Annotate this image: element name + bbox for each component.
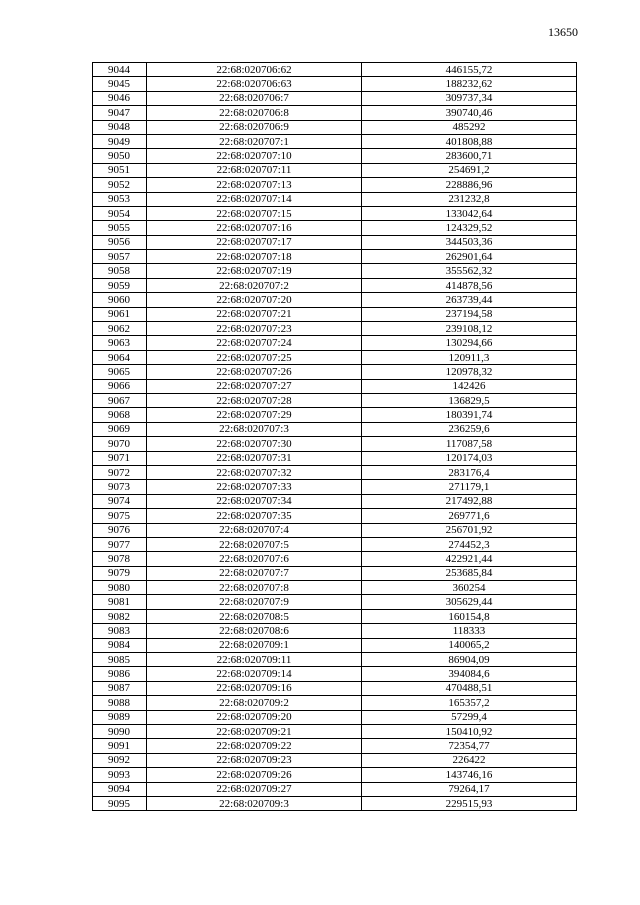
table-row — [93, 163, 577, 177]
table-row — [93, 120, 577, 134]
cadastral-number-cell: 22:68:020707:7 — [147, 566, 362, 580]
row-number-cell: 9073 — [93, 480, 147, 494]
cadastral-number-cell: 22:68:020707:26 — [147, 365, 362, 379]
cadastral-number-cell: 22:68:020707:9 — [147, 595, 362, 609]
value-cell: 355562,32 — [362, 264, 577, 278]
value-cell: 446155,72 — [362, 63, 577, 77]
value-cell: 344503,36 — [362, 235, 577, 249]
cadastral-number-cell: 22:68:020708:5 — [147, 609, 362, 623]
value-cell: 229515,93 — [362, 796, 577, 810]
value-cell: 231232,8 — [362, 192, 577, 206]
cadastral-number-cell: 22:68:020707:34 — [147, 494, 362, 508]
cadastral-number-cell: 22:68:020707:32 — [147, 465, 362, 479]
row-number-cell: 9081 — [93, 595, 147, 609]
value-cell: 120978,32 — [362, 365, 577, 379]
value-cell: 414878,56 — [362, 278, 577, 292]
table-row — [93, 264, 577, 278]
cadastral-number-cell: 22:68:020707:19 — [147, 264, 362, 278]
row-number-cell: 9083 — [93, 624, 147, 638]
row-number-cell: 9053 — [93, 192, 147, 206]
cadastral-number-cell: 22:68:020709:11 — [147, 653, 362, 667]
table-row — [93, 552, 577, 566]
table-row — [93, 221, 577, 235]
cadastral-number-cell: 22:68:020707:24 — [147, 336, 362, 350]
table-row — [93, 206, 577, 220]
table-row — [93, 566, 577, 580]
row-number-cell: 9095 — [93, 796, 147, 810]
value-cell: 117087,58 — [362, 437, 577, 451]
table-row — [93, 609, 577, 623]
value-cell: 283176,4 — [362, 465, 577, 479]
value-cell: 217492,88 — [362, 494, 577, 508]
cadastral-number-cell: 22:68:020709:22 — [147, 739, 362, 753]
cadastral-number-cell: 22:68:020707:31 — [147, 451, 362, 465]
cadastral-number-cell: 22:68:020706:9 — [147, 120, 362, 134]
row-number-cell: 9051 — [93, 163, 147, 177]
table-row — [93, 523, 577, 537]
cadastral-number-cell: 22:68:020707:23 — [147, 322, 362, 336]
cadastral-number-cell: 22:68:020709:20 — [147, 710, 362, 724]
value-cell: 239108,12 — [362, 322, 577, 336]
value-cell: 160154,8 — [362, 609, 577, 623]
row-number-cell: 9075 — [93, 509, 147, 523]
table-row — [93, 322, 577, 336]
row-number-cell: 9079 — [93, 566, 147, 580]
row-number-cell: 9074 — [93, 494, 147, 508]
table-row — [93, 624, 577, 638]
row-number-cell: 9070 — [93, 437, 147, 451]
cadastral-number-cell: 22:68:020707:35 — [147, 509, 362, 523]
value-cell: 150410,92 — [362, 724, 577, 738]
value-cell: 394084,6 — [362, 667, 577, 681]
cadastral-number-cell: 22:68:020709:14 — [147, 667, 362, 681]
value-cell: 228886,96 — [362, 178, 577, 192]
row-number-cell: 9089 — [93, 710, 147, 724]
value-cell: 262901,64 — [362, 250, 577, 264]
cadastral-number-cell: 22:68:020707:15 — [147, 206, 362, 220]
cadastral-number-cell: 22:68:020706:62 — [147, 63, 362, 77]
row-number-cell: 9090 — [93, 724, 147, 738]
value-cell: 390740,46 — [362, 106, 577, 120]
table-row — [93, 422, 577, 436]
table-row — [93, 149, 577, 163]
row-number-cell: 9078 — [93, 552, 147, 566]
table-row — [93, 710, 577, 724]
row-number-cell: 9085 — [93, 653, 147, 667]
row-number-cell: 9054 — [93, 206, 147, 220]
table-row — [93, 509, 577, 523]
value-cell: 485292 — [362, 120, 577, 134]
table-row — [93, 653, 577, 667]
row-number-cell: 9052 — [93, 178, 147, 192]
row-number-cell: 9071 — [93, 451, 147, 465]
row-number-cell: 9068 — [93, 408, 147, 422]
value-cell: 305629,44 — [362, 595, 577, 609]
cadastral-number-cell: 22:68:020707:6 — [147, 552, 362, 566]
cadastral-number-cell: 22:68:020707:8 — [147, 581, 362, 595]
table-row — [93, 250, 577, 264]
table-row — [93, 753, 577, 767]
table-row — [93, 393, 577, 407]
cadastral-number-cell: 22:68:020707:16 — [147, 221, 362, 235]
table-row — [93, 696, 577, 710]
cadastral-number-cell: 22:68:020707:29 — [147, 408, 362, 422]
value-cell: 142426 — [362, 379, 577, 393]
row-number-cell: 9076 — [93, 523, 147, 537]
table-row — [93, 480, 577, 494]
row-number-cell: 9066 — [93, 379, 147, 393]
value-cell: 236259,6 — [362, 422, 577, 436]
row-number-cell: 9072 — [93, 465, 147, 479]
table-row — [93, 408, 577, 422]
cadastral-number-cell: 22:68:020707:21 — [147, 307, 362, 321]
value-cell: 401808,88 — [362, 134, 577, 148]
table-row — [93, 77, 577, 91]
cadastral-number-cell: 22:68:020709:21 — [147, 724, 362, 738]
cadastral-number-cell: 22:68:020709:3 — [147, 796, 362, 810]
row-number-cell: 9065 — [93, 365, 147, 379]
table-row — [93, 365, 577, 379]
value-cell: 274452,3 — [362, 537, 577, 551]
value-cell: 263739,44 — [362, 293, 577, 307]
table-body — [93, 63, 577, 811]
table-row — [93, 451, 577, 465]
cadastral-number-cell: 22:68:020707:33 — [147, 480, 362, 494]
cadastral-number-cell: 22:68:020708:6 — [147, 624, 362, 638]
value-cell: 360254 — [362, 581, 577, 595]
row-number-cell: 9058 — [93, 264, 147, 278]
row-number-cell: 9047 — [93, 106, 147, 120]
value-cell: 180391,74 — [362, 408, 577, 422]
value-cell: 143746,16 — [362, 768, 577, 782]
cadastral-value-table — [92, 62, 577, 811]
cadastral-number-cell: 22:68:020707:17 — [147, 235, 362, 249]
cadastral-number-cell: 22:68:020709:1 — [147, 638, 362, 652]
cadastral-number-cell: 22:68:020707:11 — [147, 163, 362, 177]
table-row — [93, 350, 577, 364]
cadastral-number-cell: 22:68:020707:27 — [147, 379, 362, 393]
table-row — [93, 494, 577, 508]
table-row — [93, 178, 577, 192]
cadastral-number-cell: 22:68:020707:2 — [147, 278, 362, 292]
value-cell: 237194,58 — [362, 307, 577, 321]
value-cell: 470488,51 — [362, 681, 577, 695]
table-row — [93, 465, 577, 479]
cadastral-number-cell: 22:68:020706:8 — [147, 106, 362, 120]
cadastral-number-cell: 22:68:020707:5 — [147, 537, 362, 551]
row-number-cell: 9059 — [93, 278, 147, 292]
value-cell: 253685,84 — [362, 566, 577, 580]
row-number-cell: 9046 — [93, 91, 147, 105]
table-row — [93, 106, 577, 120]
table-row — [93, 667, 577, 681]
table-row — [93, 63, 577, 77]
table-row — [93, 91, 577, 105]
cadastral-number-cell: 22:68:020706:63 — [147, 77, 362, 91]
row-number-cell: 9044 — [93, 63, 147, 77]
cadastral-number-cell: 22:68:020709:27 — [147, 782, 362, 796]
row-number-cell: 9063 — [93, 336, 147, 350]
value-cell: 165357,2 — [362, 696, 577, 710]
table-row — [93, 581, 577, 595]
table-row — [93, 307, 577, 321]
cadastral-number-cell: 22:68:020707:30 — [147, 437, 362, 451]
table-row — [93, 192, 577, 206]
row-number-cell: 9091 — [93, 739, 147, 753]
row-number-cell: 9049 — [93, 134, 147, 148]
table-row — [93, 796, 577, 810]
value-cell: 226422 — [362, 753, 577, 767]
row-number-cell: 9082 — [93, 609, 147, 623]
value-cell: 283600,71 — [362, 149, 577, 163]
table-row — [93, 638, 577, 652]
value-cell: 422921,44 — [362, 552, 577, 566]
cadastral-number-cell: 22:68:020707:25 — [147, 350, 362, 364]
row-number-cell: 9088 — [93, 696, 147, 710]
row-number-cell: 9092 — [93, 753, 147, 767]
value-cell: 72354,77 — [362, 739, 577, 753]
cadastral-number-cell: 22:68:020707:3 — [147, 422, 362, 436]
value-cell: 118333 — [362, 624, 577, 638]
value-cell: 271179,1 — [362, 480, 577, 494]
cadastral-number-cell: 22:68:020707:20 — [147, 293, 362, 307]
cadastral-number-cell: 22:68:020709:16 — [147, 681, 362, 695]
value-cell: 309737,34 — [362, 91, 577, 105]
value-cell: 133042,64 — [362, 206, 577, 220]
row-number-cell: 9055 — [93, 221, 147, 235]
row-number-cell: 9069 — [93, 422, 147, 436]
row-number-cell: 9056 — [93, 235, 147, 249]
row-number-cell: 9067 — [93, 393, 147, 407]
value-cell: 188232,62 — [362, 77, 577, 91]
value-cell: 120174,03 — [362, 451, 577, 465]
table-row — [93, 235, 577, 249]
table-row — [93, 739, 577, 753]
cadastral-number-cell: 22:68:020707:4 — [147, 523, 362, 537]
row-number-cell: 9093 — [93, 768, 147, 782]
cadastral-number-cell: 22:68:020707:10 — [147, 149, 362, 163]
row-number-cell: 9062 — [93, 322, 147, 336]
cadastral-number-cell: 22:68:020707:18 — [147, 250, 362, 264]
row-number-cell: 9084 — [93, 638, 147, 652]
value-cell: 140065,2 — [362, 638, 577, 652]
row-number-cell: 9060 — [93, 293, 147, 307]
row-number-cell: 9077 — [93, 537, 147, 551]
value-cell: 124329,52 — [362, 221, 577, 235]
table-row — [93, 293, 577, 307]
value-cell: 254691,2 — [362, 163, 577, 177]
cadastral-number-cell: 22:68:020707:13 — [147, 178, 362, 192]
value-cell: 269771,6 — [362, 509, 577, 523]
value-cell: 79264,17 — [362, 782, 577, 796]
row-number-cell: 9064 — [93, 350, 147, 364]
row-number-cell: 9050 — [93, 149, 147, 163]
cadastral-number-cell: 22:68:020709:26 — [147, 768, 362, 782]
value-cell: 57299,4 — [362, 710, 577, 724]
row-number-cell: 9080 — [93, 581, 147, 595]
value-cell: 130294,66 — [362, 336, 577, 350]
table-row — [93, 681, 577, 695]
table-row — [93, 134, 577, 148]
row-number-cell: 9048 — [93, 120, 147, 134]
cadastral-number-cell: 22:68:020709:23 — [147, 753, 362, 767]
table-row — [93, 537, 577, 551]
value-cell: 136829,5 — [362, 393, 577, 407]
cadastral-number-cell: 22:68:020709:2 — [147, 696, 362, 710]
row-number-cell: 9086 — [93, 667, 147, 681]
row-number-cell: 9061 — [93, 307, 147, 321]
row-number-cell: 9045 — [93, 77, 147, 91]
cadastral-number-cell: 22:68:020707:28 — [147, 393, 362, 407]
table-row — [93, 379, 577, 393]
table-row — [93, 437, 577, 451]
table-row — [93, 782, 577, 796]
row-number-cell: 9057 — [93, 250, 147, 264]
table-row — [93, 595, 577, 609]
row-number-cell: 9094 — [93, 782, 147, 796]
page-number: 13650 — [548, 25, 578, 39]
row-number-cell: 9087 — [93, 681, 147, 695]
value-cell: 86904,09 — [362, 653, 577, 667]
table-row — [93, 278, 577, 292]
table-row — [93, 768, 577, 782]
table-row — [93, 336, 577, 350]
value-cell: 256701,92 — [362, 523, 577, 537]
cadastral-number-cell: 22:68:020707:1 — [147, 134, 362, 148]
cadastral-number-cell: 22:68:020706:7 — [147, 91, 362, 105]
value-cell: 120911,3 — [362, 350, 577, 364]
table-row — [93, 724, 577, 738]
cadastral-number-cell: 22:68:020707:14 — [147, 192, 362, 206]
